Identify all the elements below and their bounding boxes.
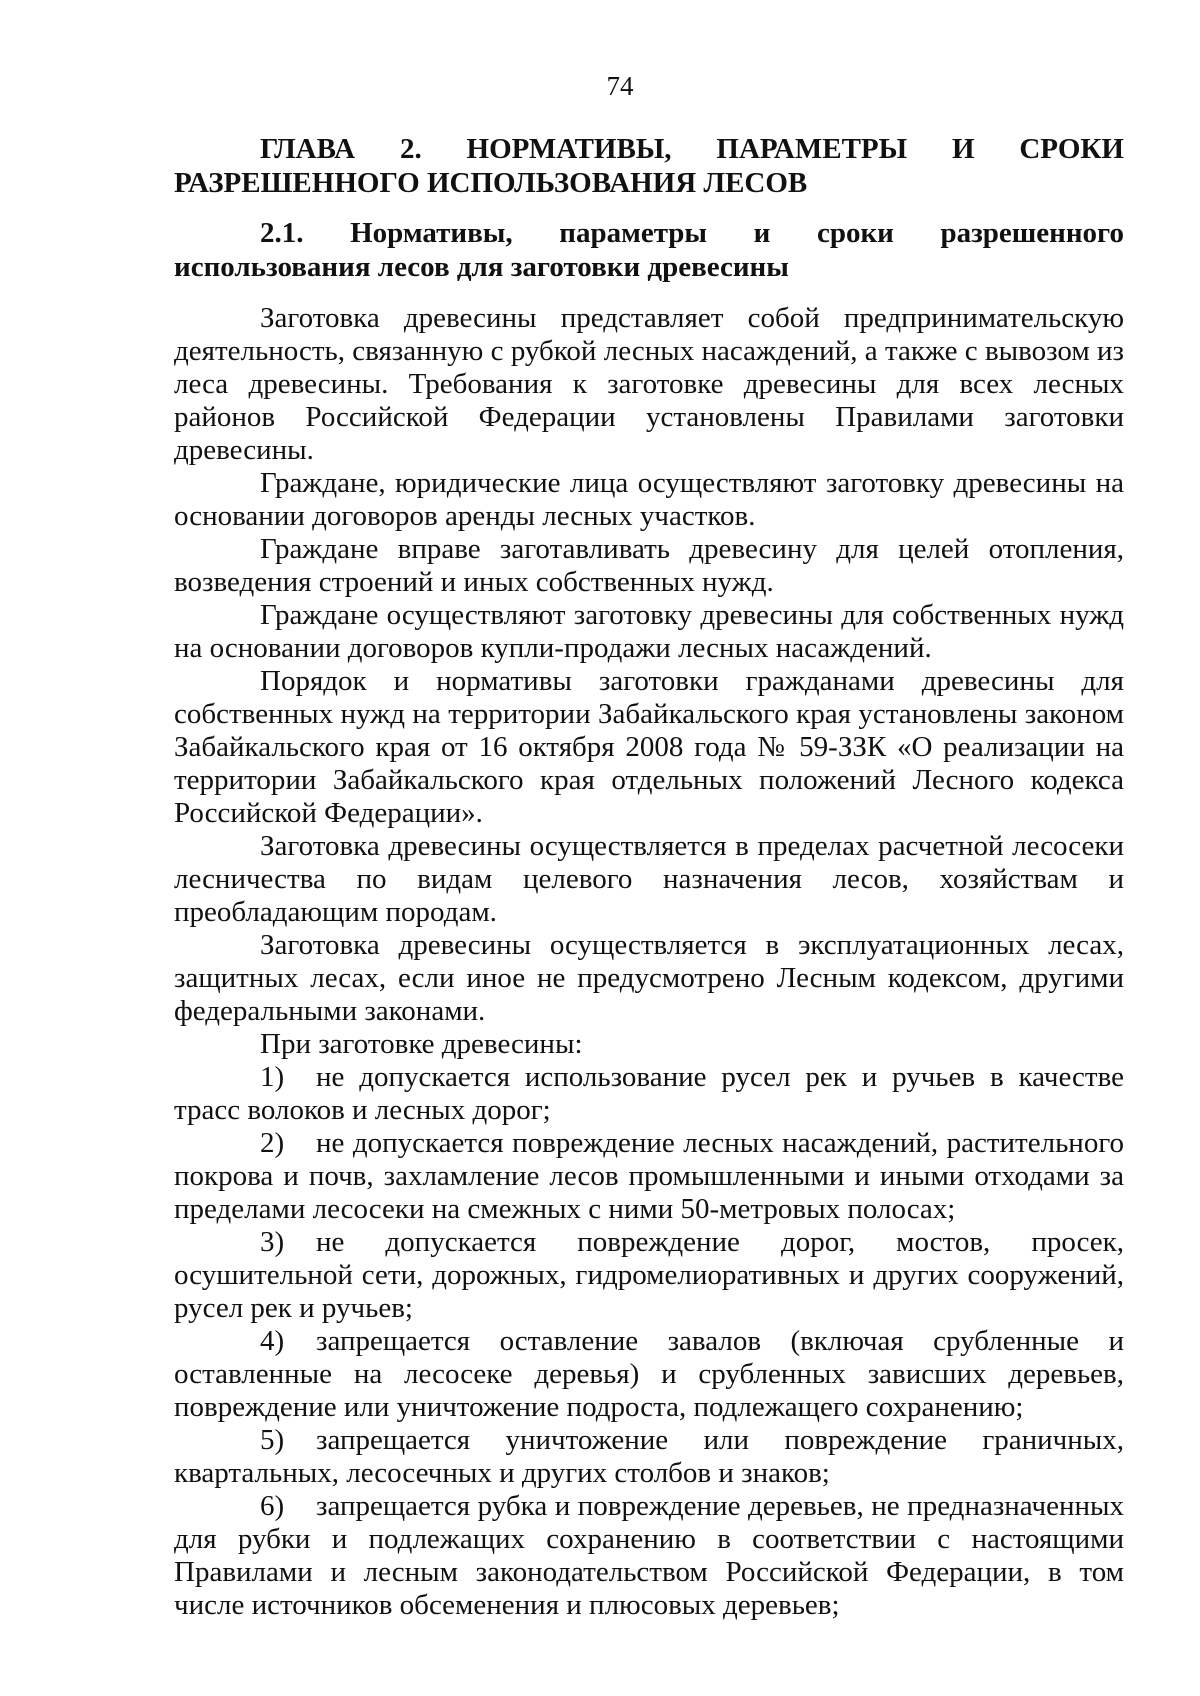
list-item-text: не допускается повреждение лесных насаждений, растительного покрова и почв, захламление лесов промышленными и иными отходами за пределами лесосеки на смежных с ними 50-метровых полосах; xyxy=(174,1127,1124,1225)
chapter-title-line-2: РАЗРЕШЕННОГО ИСПОЛЬЗОВАНИЯ ЛЕСОВ xyxy=(174,167,808,199)
list-item-number: 1) xyxy=(260,1061,285,1093)
list-item xyxy=(174,1127,1124,1226)
paragraph: Граждане осуществляют заготовку древесины для собственных нужд на основании договоров купли-продажи лесных насаждений. xyxy=(174,599,1124,664)
list-item-number: 5) xyxy=(260,1424,285,1456)
paragraph: Порядок и нормативы заготовки гражданами древесины для собственных нужд на территории Забайкальского края установлены законом Забайкальского края от 16 октября 2008 года № 59-ЗЗК «О реализации на территории Забайкальского края отдельных положений Лесного кодекса Российской Федерации». xyxy=(174,665,1124,829)
section-title: 2.1. Нормативы, параметры и сроки разрешенного использования лесов для заготовки древесины xyxy=(174,217,1124,283)
paragraph: При заготовке древесины: xyxy=(260,1028,583,1060)
list-item-text: не допускается использование русел рек и ручьев в качестве трасс волоков и лесных дорог; xyxy=(174,1061,1124,1126)
chapter-title xyxy=(174,132,1124,200)
paragraph: Граждане вправе заготавливать древесину для целей отопления, возведения строений и иных собственных нужд. xyxy=(174,533,1124,598)
chapter-title-line-1: ГЛАВА 2. НОРМАТИВЫ, ПАРАМЕТРЫ И СРОКИ xyxy=(260,133,1124,165)
body-text xyxy=(174,302,1124,1622)
list-item xyxy=(174,1490,1124,1622)
list-item-text: запрещается оставление завалов (включая срубленные и оставленные на лесосеке деревья) и срубленных зависших деревьев, повреждение или уничтожение подроста, подлежащего сохранению; xyxy=(174,1325,1124,1423)
list-item xyxy=(174,1226,1124,1325)
page-content xyxy=(174,132,1124,1622)
paragraph: Заготовка древесины осуществляется в пределах расчетной лесосеки лесничества по видам целевого назначения лесов, хозяйствам и преобладающим породам. xyxy=(174,830,1124,928)
list-item-text: не допускается повреждение дорог, мостов, просек, осушительной сети, дорожных, гидромелиоративных и других сооружений, русел рек и ручьев; xyxy=(174,1226,1124,1324)
list-item-number: 6) xyxy=(260,1490,285,1522)
list-item xyxy=(174,1424,1124,1490)
paragraph: Граждане, юридические лица осуществляют заготовку древесины на основании договоров аренды лесных участков. xyxy=(174,467,1124,532)
list-item-number: 4) xyxy=(260,1325,285,1357)
list-item-text: запрещается уничтожение или повреждение граничных, квартальных, лесосечных и других столбов и знаков; xyxy=(174,1424,1124,1489)
list-item-text: запрещается рубка и повреждение деревьев, не предназначенных для рубки и подлежащих сохранению в соответствии с настоящими Правилами и лесным законодательством Российской Федерации, в том числе источников обсеменения и плюсовых деревьев; xyxy=(174,1490,1124,1621)
list-item xyxy=(174,1325,1124,1424)
page-number: 74 xyxy=(606,71,634,101)
paragraph: Заготовка древесины представляет собой предпринимательскую деятельность, связанную с рубкой лесных насаждений, а также с вывозом из леса древесины. Требования к заготовке древесины для всех лесных районов Российской Федерации установлены Правилами заготовки древесины. xyxy=(174,302,1124,466)
list-item-number: 3) xyxy=(260,1226,285,1258)
paragraph: Заготовка древесины осуществляется в эксплуатационных лесах, защитных лесах, если иное не предусмотрено Лесным кодексом, другими федеральными законами. xyxy=(174,929,1124,1027)
list-item-number: 2) xyxy=(260,1127,285,1159)
list-item xyxy=(174,1061,1124,1127)
